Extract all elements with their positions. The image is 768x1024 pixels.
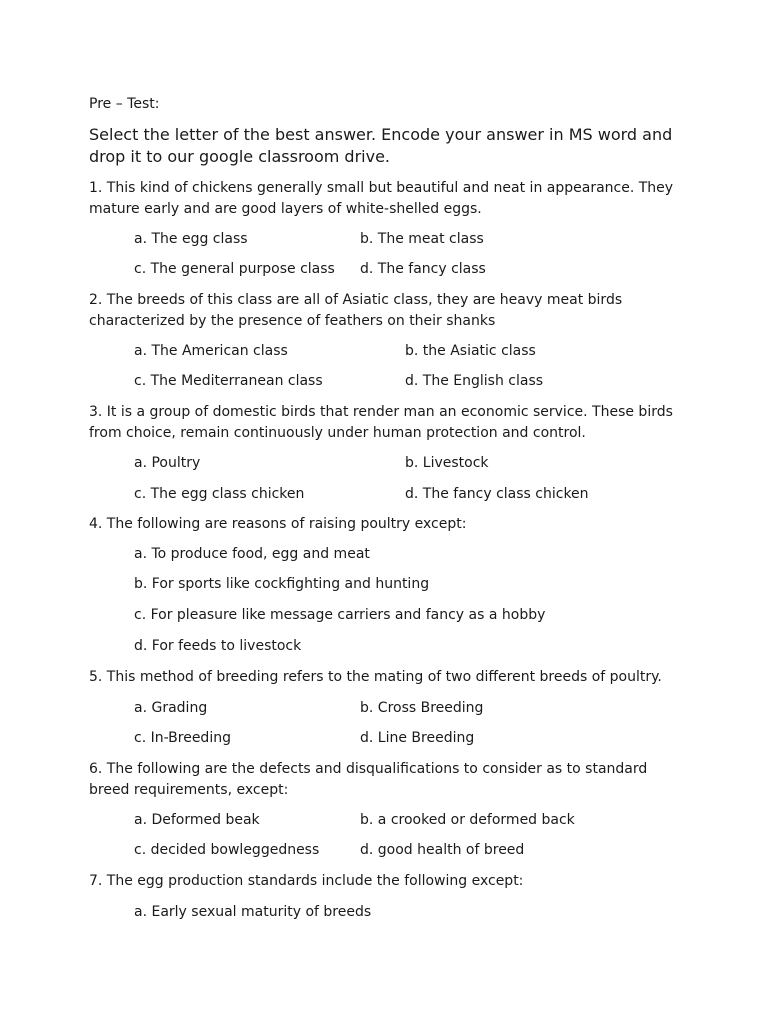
pretest-label: Pre – Test: xyxy=(89,96,160,112)
question-5-choice-b: b. Cross Breeding xyxy=(360,700,484,716)
question-1-choice-b: b. The meat class xyxy=(360,231,484,247)
question-7-text: 7. The egg production standards include the following except: xyxy=(89,873,524,889)
question-2-choice-c: c. The Mediterranean class xyxy=(134,373,323,389)
question-1-choice-c: c. The general purpose class xyxy=(134,261,335,277)
question-7-choice-a: a. Early sexual maturity of breeds xyxy=(134,904,372,920)
question-2-choice-b: b. the Asiatic class xyxy=(405,343,536,359)
question-1-choice-a: a. The egg class xyxy=(134,231,248,247)
question-3-choice-c: c. The egg class chicken xyxy=(134,486,305,502)
question-4-choice-b: b. For sports like cockfighting and hunting xyxy=(134,576,430,592)
question-1-text: 1. This kind of chickens generally small but beautiful and neat in appearance. They mature early and are good layers of white-shelled eggs. xyxy=(89,180,674,217)
question-4-choice-c: c. For pleasure like message carriers and fancy as a hobby xyxy=(134,607,546,623)
question-4-choice-d: d. For feeds to livestock xyxy=(134,638,302,654)
question-6-choice-d: d. good health of breed xyxy=(360,842,525,858)
question-2-choice-d: d. The English class xyxy=(405,373,544,389)
question-5-choice-d: d. Line Breeding xyxy=(360,730,475,746)
question-4-choice-a: a. To produce food, egg and meat xyxy=(134,546,370,562)
question-5-choice-c: c. In-Breeding xyxy=(134,730,231,746)
question-2-text: 2. The breeds of this class are all of Asiatic class, they are heavy meat birds characterized by the presence of feathers on their shanks xyxy=(89,292,623,329)
question-3-text: 3. It is a group of domestic birds that render man an economic service. These birds from choice, remain continuously under human protection and control. xyxy=(89,404,673,441)
question-6-text: 6. The following are the defects and disqualifications to consider as to standard breed requirements, except: xyxy=(89,761,648,798)
instructions: Select the letter of the best answer. Encode your answer in MS word and drop it to our google classroom drive. xyxy=(89,125,673,166)
question-1-choice-d: d. The fancy class xyxy=(360,261,486,277)
question-6-choice-a: a. Deformed beak xyxy=(134,812,260,828)
question-5-choice-a: a. Grading xyxy=(134,700,208,716)
question-4-text: 4. The following are reasons of raising poultry except: xyxy=(89,516,467,532)
question-6-choice-c: c. decided bowleggedness xyxy=(134,842,320,858)
question-6-choice-b: b. a crooked or deformed back xyxy=(360,812,575,828)
question-2-choice-a: a. The American class xyxy=(134,343,288,359)
question-3-choice-a: a. Poultry xyxy=(134,455,201,471)
question-3-choice-d: d. The fancy class chicken xyxy=(405,486,589,502)
question-3-choice-b: b. Livestock xyxy=(405,455,489,471)
question-5-text: 5. This method of breeding refers to the mating of two different breeds of poultry. xyxy=(89,669,662,685)
